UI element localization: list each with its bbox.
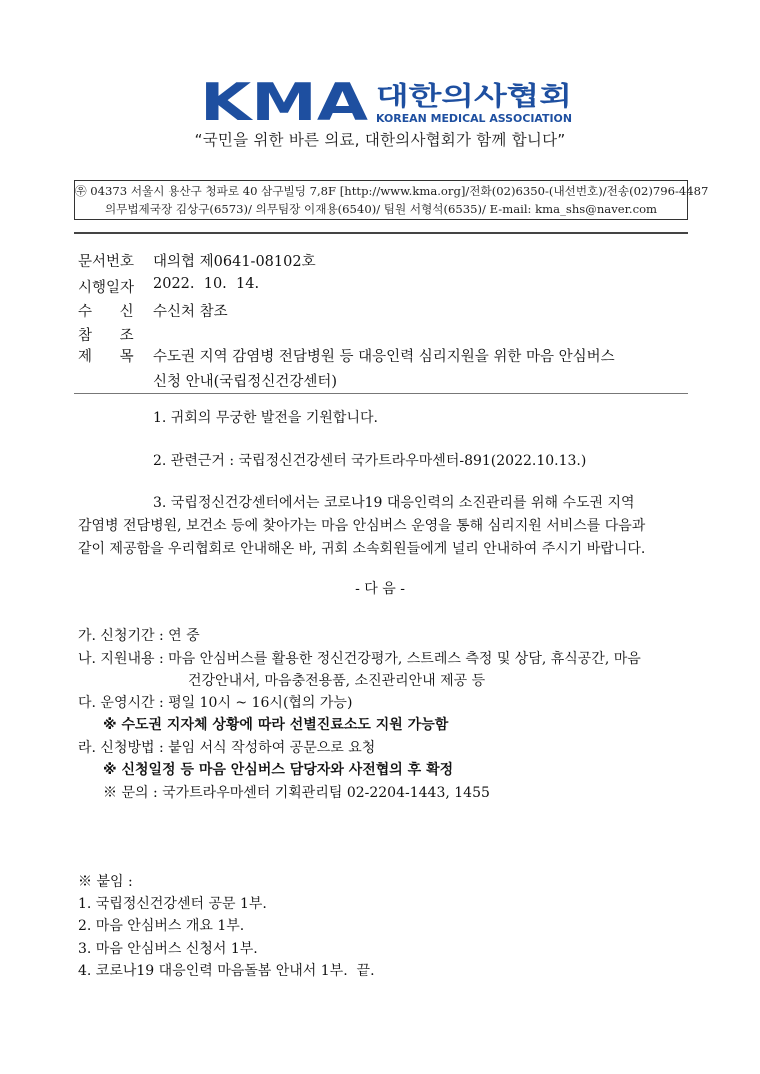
item-ra: 라. 신청방법 : 붙임 서식 작성하여 공문으로 요청: [78, 740, 376, 756]
item-da: 다. 운영시간 : 평일 10시 ~ 16시(협의 가능): [78, 695, 353, 711]
meta-divider: [74, 393, 688, 394]
attachment-item: 1. 국립정신건강센터 공문 1부.: [78, 896, 267, 912]
meta-value-date: 2022. 10. 14.: [153, 276, 260, 292]
meta-label-recipient: 수 신: [78, 304, 134, 320]
attachment-item: 3. 마음 안심버스 신청서 1부.: [78, 941, 258, 957]
header-divider: [74, 232, 688, 234]
meta-value-recipient: 수신처 참조: [153, 304, 228, 320]
item-ga: 가. 신청기간 : 연 중: [78, 628, 200, 644]
note-screening-clinic: ※ 수도권 지자체 상황에 따라 선별진료소도 지원 가능함: [103, 717, 449, 733]
meta-label-reference: 참 조: [78, 328, 134, 344]
contact-box: [74, 180, 709, 220]
meta-value-subject-cont: 신청 안내(국립정신건강센터): [153, 374, 338, 390]
meta-value-doc-number: 대의협 제0641-08102호: [153, 254, 316, 270]
meta-value-subject: 수도권 지역 감염병 전담병원 등 대응인력 심리지원을 위한 마음 안심버스: [153, 349, 615, 365]
contact-staff-line: 의무법제국장 김상구(6573)/ 의무팀장 이재용(6540)/ 팀원 서형석(6535)/ E-mail: kma_shs@naver.com: [104, 202, 658, 216]
attachment-item: 4. 코로나19 대응인력 마음돌봄 안내서 1부. 끝.: [78, 963, 375, 979]
section-divider-text: - 다 음 -: [355, 581, 405, 597]
paragraph-3-line-1: 3. 국립정신건강센터에서는 코로나19 대응인력의 소진관리를 위해 수도권 지역: [153, 495, 635, 511]
kma-logo: [200, 78, 574, 126]
logo-org-korean: 대한의사협회: [376, 82, 527, 112]
meta-label-date: 시행일자: [78, 280, 135, 296]
item-na-line-1: 나. 지원내용 : 마음 안심버스를 활용한 정신건강평가, 스트레스 측정 및 상담, 휴식공간, 마음: [78, 651, 641, 667]
slogan: “국민을 위한 바른 의료, 대한의사협회가 함께 합니다”: [194, 131, 566, 149]
meta-label-subject: 제 목: [78, 349, 134, 365]
item-na-line-2: 건강안내서, 마음충전용품, 소진관리안내 제공 등: [188, 673, 486, 689]
paragraph-3-line-3: 같이 제공함을 우리협회로 안내해온 바, 귀회 소속회원들에게 널리 안내하여 주시기 바랍니다.: [78, 541, 646, 557]
attachments-heading: ※ 붙임 :: [78, 874, 133, 890]
logo-org-english: KOREAN MEDICAL ASSOCIATION: [376, 112, 572, 125]
paragraph-2: 2. 관련근거 : 국립정신건강센터 국가트라우마센터-891(2022.10.13.): [153, 453, 587, 469]
meta-label-doc-number: 문서번호: [78, 254, 135, 270]
note-schedule: ※ 신청일정 등 마음 안심버스 담당자와 사전협의 후 확정: [103, 762, 454, 778]
paragraph-1: 1. 귀회의 무궁한 발전을 기원합니다.: [153, 410, 378, 426]
contact-address-line: ㉾ 04373 서울시 용산구 청파로 40 삼구빌딩 7,8F [http://www.kma.org]/전화(02)6350-(내선번호)/전송(02)796-4487: [75, 184, 709, 198]
note-contact: ※ 문의 : 국가트라우마센터 기획관리팀 02-2204-1443, 1455: [103, 785, 490, 801]
attachment-item: 2. 마음 안심버스 개요 1부.: [78, 918, 245, 934]
paragraph-3-line-2: 감염병 전담병원, 보건소 등에 찾아가는 마음 안심버스 운영을 통해 심리지원 서비스를 다음과: [78, 518, 646, 534]
logo-letters: KMA: [200, 78, 368, 126]
